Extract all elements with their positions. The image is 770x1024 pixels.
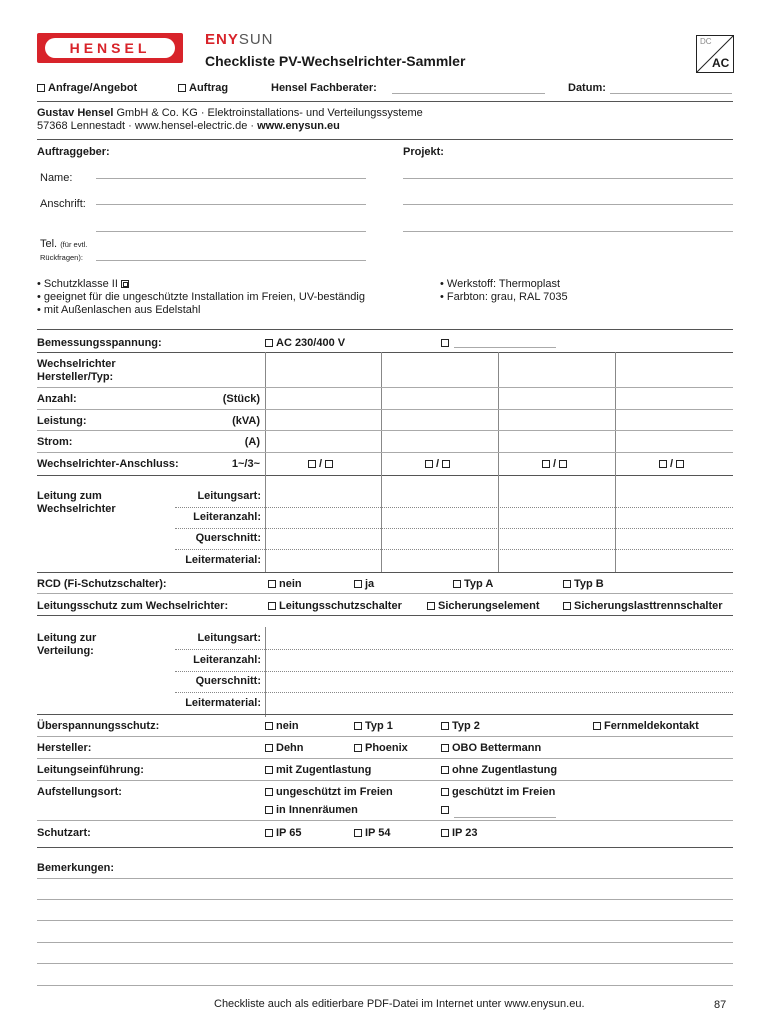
grid-line [615, 475, 616, 572]
grid-line [498, 352, 499, 475]
divider [175, 671, 733, 672]
checkbox-surge-nein[interactable]: nein [265, 720, 299, 732]
divider [37, 139, 733, 140]
phase-select-4[interactable]: / [659, 458, 687, 470]
querschnitt-label: Querschnitt: [195, 532, 261, 544]
checkbox-fernmeldekontakt[interactable]: Fernmeldekontakt [593, 720, 699, 732]
anschluss-unit: 1~/3~ [231, 458, 260, 470]
leitermaterial-label: Leitermaterial: [185, 554, 261, 566]
checkbox-leitungsschutzschalter[interactable]: Leitungsschutzschalter [268, 600, 402, 612]
hensel-logo [37, 33, 183, 63]
divider [37, 714, 733, 715]
checkbox-ac-230-400[interactable]: AC 230/400 V [265, 337, 345, 349]
anschluss-label: Wechselrichter-Anschluss: [37, 458, 179, 470]
projekt-field-3[interactable] [403, 231, 733, 232]
leitung-wr-title: Leitung zum [37, 490, 102, 502]
checkbox-ip54[interactable]: IP 54 [354, 827, 391, 839]
divider [37, 758, 733, 759]
divider [37, 820, 733, 821]
anzahl-unit: (Stück) [222, 393, 260, 405]
checkbox-typ-2[interactable]: Typ 2 [441, 720, 480, 732]
leiteranzahl-label: Leiteranzahl: [193, 511, 261, 523]
checkbox-ohne-zugentlastung[interactable]: ohne Zugentlastung [441, 764, 557, 776]
leitungsart-label: Leitungsart: [197, 632, 261, 644]
feature-item: • mit Außenlaschen aus Edelstahl [37, 304, 201, 316]
divider [37, 593, 733, 594]
anschrift-label: Anschrift: [40, 198, 86, 210]
other-voltage-field[interactable] [454, 347, 556, 348]
leitungseinfuehrung-label: Leitungseinführung: [37, 764, 144, 776]
checkbox-sicherungselement[interactable]: Sicherungselement [427, 600, 539, 612]
checkbox-rcd-nein[interactable]: nein [268, 578, 302, 590]
projekt-field-1[interactable] [403, 178, 733, 179]
aufstellungsort-label: Aufstellungsort: [37, 786, 122, 798]
anschrift-field-1[interactable] [96, 204, 366, 205]
checkbox-phoenix[interactable]: Phoenix [354, 742, 408, 754]
grid-line [265, 352, 266, 475]
tel-note: Rückfragen): [40, 253, 83, 262]
checkbox-dehn[interactable]: Dehn [265, 742, 304, 754]
phase-select-3[interactable]: / [542, 458, 570, 470]
datum-field[interactable] [610, 93, 732, 94]
feature-item: • Werkstoff: Thermoplast [440, 278, 561, 290]
leitung-vert-title: Leitung zur [37, 632, 97, 644]
leitungsschutz-label: Leitungsschutz zum Wechselrichter: [37, 600, 229, 612]
checkbox-sicherungslasttrennschalter[interactable]: Sicherungslasttrennschalter [563, 600, 723, 612]
checkbox-innenraeume[interactable]: in Innenräumen [265, 804, 358, 816]
divider [37, 409, 733, 410]
checkbox-rcd-typ-b[interactable]: Typ B [563, 578, 604, 590]
grid-line [265, 627, 266, 717]
name-label: Name: [40, 172, 73, 184]
strom-label: Strom: [37, 436, 73, 448]
other-location-field[interactable] [454, 817, 556, 818]
divider [37, 780, 733, 781]
phase-select-1[interactable]: / [308, 458, 336, 470]
strom-unit: (A) [244, 436, 260, 448]
datum-label: Datum: [568, 82, 606, 94]
company-line-2: 57368 Lennestadt · www.hensel-electric.de · www.enysun.eu [37, 120, 340, 132]
fachberater-field[interactable] [392, 93, 545, 94]
tel-field[interactable] [96, 260, 366, 261]
remarks-line[interactable] [37, 963, 733, 964]
grid-line [381, 352, 382, 475]
grid-line [381, 475, 382, 572]
anzahl-label: Anzahl: [37, 393, 77, 405]
remarks-line[interactable] [37, 878, 733, 879]
checkbox-rcd-typ-a[interactable]: Typ A [453, 578, 493, 590]
checkbox-typ-1[interactable]: Typ 1 [354, 720, 393, 732]
feature-item: • geeignet für die ungeschützte Installation im Freien, UV-beständig [37, 291, 365, 303]
leistung-unit: (kVA) [232, 415, 260, 427]
grid-line [265, 475, 266, 572]
anschrift-field-2[interactable] [96, 231, 366, 232]
checkbox-other-voltage[interactable] [441, 337, 452, 349]
checkbox-ungeschuetzt[interactable]: ungeschützt im Freien [265, 786, 393, 798]
divider [37, 615, 733, 616]
checkbox-ip23[interactable]: IP 23 [441, 827, 478, 839]
checkbox-geschuetzt[interactable]: geschützt im Freien [441, 786, 555, 798]
hersteller-typ-label: Hersteller/Typ: [37, 371, 114, 383]
divider [37, 736, 733, 737]
divider [37, 352, 733, 353]
checkbox-auftrag[interactable]: Auftrag [178, 82, 228, 94]
divider [175, 507, 733, 508]
bemessungsspannung-label: Bemessungsspannung: [37, 337, 162, 349]
divider [37, 101, 733, 102]
projekt-label: Projekt: [403, 146, 444, 158]
company-line-1: Gustav Hensel GmbH & Co. KG · Elektroinstallations- und Verteilungssysteme [37, 107, 423, 119]
divider [37, 847, 733, 848]
checkbox-anfrage[interactable]: Anfrage/Angebot [37, 82, 137, 94]
remarks-line[interactable] [37, 899, 733, 900]
remarks-line[interactable] [37, 985, 733, 986]
tel-label: Tel. (für evtl. [40, 238, 88, 250]
footer-note: Checkliste auch als editierbare PDF-Datei im Internet unter www.enysun.eu. [214, 998, 585, 1010]
divider [37, 475, 733, 476]
leistung-label: Leistung: [37, 415, 87, 427]
divider [37, 329, 733, 330]
page-title: Checkliste PV-Wechselrichter-Sammler [205, 53, 466, 69]
divider [37, 452, 733, 453]
feature-item: • Farbton: grau, RAL 7035 [440, 291, 568, 303]
divider [175, 528, 733, 529]
checkbox-rcd-ja[interactable]: ja [354, 578, 374, 590]
wechselrichter-label: Wechselrichter [37, 358, 116, 370]
auftraggeber-label: Auftraggeber: [37, 146, 110, 158]
leitungsart-label: Leitungsart: [197, 490, 261, 502]
ueberspannung-label: Überspannungsschutz: [37, 720, 160, 732]
checkbox-mit-zugentlastung[interactable]: mit Zugentlastung [265, 764, 371, 776]
divider [37, 572, 733, 573]
checkbox-ip65[interactable]: IP 65 [265, 827, 302, 839]
leitung-wr-title-2: Wechselrichter [37, 503, 116, 515]
hensel-logo-text: HENSEL [69, 40, 151, 56]
checkbox-obo[interactable]: OBO Bettermann [441, 742, 541, 754]
fachberater-label: Hensel Fachberater: [271, 82, 377, 94]
grid-line [498, 475, 499, 572]
schutzart-label: Schutzart: [37, 827, 91, 839]
divider [37, 387, 733, 388]
divider [175, 692, 733, 693]
leiteranzahl-label: Leiteranzahl: [193, 654, 261, 666]
querschnitt-label: Querschnitt: [195, 675, 261, 687]
dc-ac-symbol: DC AC [696, 35, 734, 73]
checkbox-other-location[interactable] [441, 804, 452, 816]
remarks-line[interactable] [37, 942, 733, 943]
remarks-line[interactable] [37, 920, 733, 921]
leitung-vert-title-2: Verteilung: [37, 645, 94, 657]
rcd-label: RCD (Fi-Schutzschalter): [37, 578, 167, 590]
feature-item: • Schutzklasse II [37, 278, 129, 290]
bemerkungen-label: Bemerkungen: [37, 862, 115, 874]
divider [175, 549, 733, 550]
leitermaterial-label: Leitermaterial: [185, 697, 261, 709]
divider [37, 430, 733, 431]
projekt-field-2[interactable] [403, 204, 733, 205]
page-number: 87 [714, 999, 727, 1011]
phase-select-2[interactable]: / [425, 458, 453, 470]
hersteller-label: Hersteller: [37, 742, 92, 754]
name-field[interactable] [96, 178, 366, 179]
divider [175, 649, 733, 650]
enysun-logo: ENYSUN [205, 31, 274, 48]
grid-line [615, 352, 616, 475]
